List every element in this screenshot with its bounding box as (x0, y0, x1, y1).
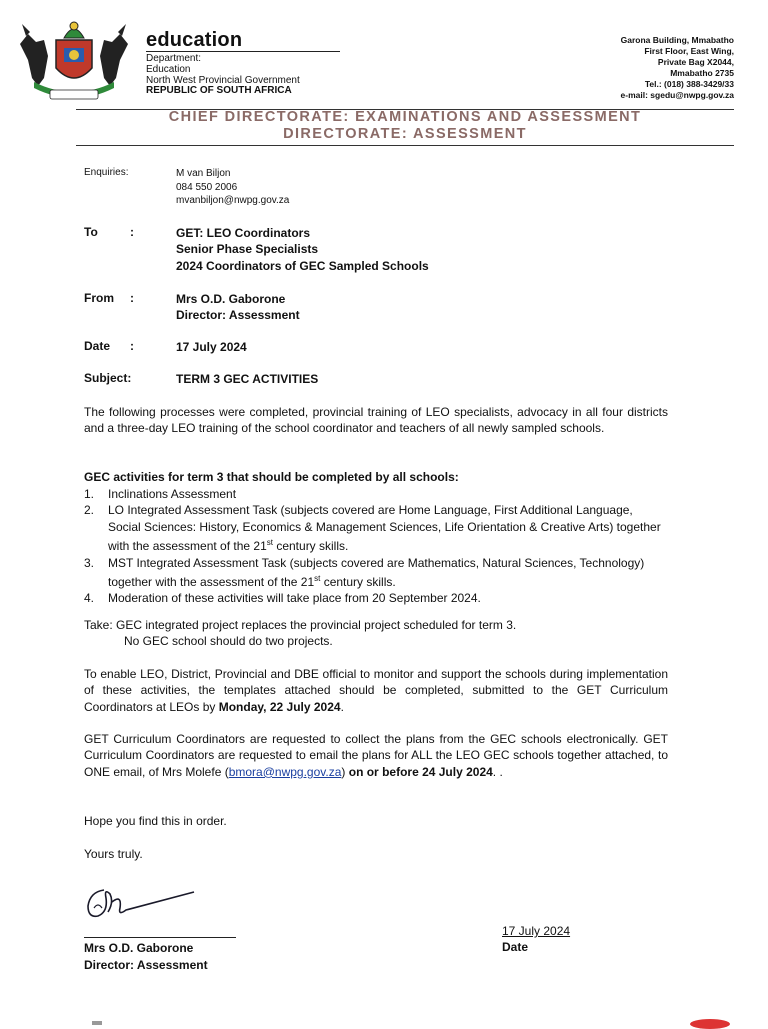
list-item-number: 1. (84, 487, 95, 501)
department-line: Education (146, 63, 191, 75)
page-corner-mark (92, 1021, 102, 1025)
list-item (84, 555, 668, 591)
enquiries-block (176, 167, 289, 208)
department-line: North West Provincial Government (146, 74, 300, 86)
recipient: 2024 Coordinators of GEC Sampled Schools (176, 258, 429, 273)
activities-heading: GEC activities for term 3 that should be completed by all schools: (84, 470, 459, 484)
coat-of-arms-logo (14, 16, 134, 104)
collection-end: . . (492, 764, 503, 779)
collection-text: GET Curriculum Coordinators are requested to collect the plans from the GEC schools electronically. GET Curriculum Coordinators are requested to email the plans for ALL the LEO GEC schools together attached, to ONE email, of Mrs Molefe ( (84, 732, 668, 779)
list-item-number: 2. (84, 503, 95, 518)
department-title-rule (146, 51, 340, 52)
sender-title: Director: Assessment (176, 308, 300, 323)
list-item-tail: century skills. (273, 539, 349, 554)
list-item-body (108, 555, 668, 591)
handwritten-signature (82, 872, 202, 928)
collection-mid: ) (341, 764, 349, 779)
take-note-line: No GEC school should do two projects. (124, 634, 333, 649)
office-address (621, 35, 734, 100)
address-email: e-mail: sgedu@nwpg.gov.za (620, 89, 734, 100)
take-note-line: Take: GEC integrated project replaces the provincial project scheduled for term 3. (84, 618, 517, 632)
signature-rule (84, 937, 236, 938)
list-item-text: LO Integrated Assessment Task (subjects covered are Home Language, First Additional Language, Social Sciences: History, Economics & Management Sciences, Life Orientation & Creative Arts) together with the assessment of the 21 (108, 503, 661, 554)
department-line: Department: (146, 53, 202, 64)
enquiries-label: Enquiries: (84, 167, 129, 178)
subject-label: Subject: (84, 371, 132, 385)
signature-date-label: Date (502, 940, 529, 954)
list-item-number: 3. (84, 555, 95, 570)
enquiries-phone: 084 550 2006 (176, 181, 238, 193)
take-note (84, 617, 516, 650)
collection-deadline: on or before 24 July 2024 (348, 764, 493, 779)
directorate-heading: DIRECTORATE: ASSESSMENT (283, 126, 527, 142)
superscript: st (266, 538, 273, 548)
address-line: Mmabatho 2735 (670, 67, 734, 78)
list-item (84, 486, 668, 502)
list-item-number: 4. (84, 591, 95, 606)
list-item-tail: century skills. (320, 575, 396, 590)
address-line: Private Bag X2044, (657, 56, 734, 67)
from-colon: : (130, 291, 134, 305)
date-colon: : (130, 339, 134, 353)
recipient: GET: LEO Coordinators (176, 226, 311, 240)
enquiries-name: M van Biljon (176, 168, 231, 179)
list-item-text: MST Integrated Assessment Task (subjects covered are Mathematics, Natural Sciences, Technology) together with the assessment of the 21 (108, 555, 645, 590)
collection-paragraph (84, 731, 668, 780)
intro-paragraph: The following processes were completed, provincial training of LEO specialists, advocacy in all four districts and a three-day LEO training of the school coordinator and teachers of all newly sampled schools. (84, 405, 668, 436)
list-item-text: Moderation of these activities will take place from 20 September 2024. (108, 591, 481, 606)
from-label: From (84, 291, 114, 305)
chief-directorate-heading: CHIEF DIRECTORATE: EXAMINATIONS AND ASSESSMENT (168, 109, 642, 125)
signature-date: 17 July 2024 (502, 924, 571, 938)
sender-name: Mrs O.D. Gaborone (176, 292, 286, 306)
recipient: Senior Phase Specialists (176, 242, 319, 257)
closing-line: Hope you find this in order. (84, 814, 227, 828)
enquiries-email: mvanbiljon@nwpg.gov.za (176, 195, 290, 206)
department-title: education (146, 29, 243, 51)
monitoring-text: To enable LEO, District, Provincial and DBE official to monitor and support the schools during implementation of these activities, the templates attached should be completed, submitted to the GET Curriculum Coordinators at LEOs by (84, 667, 668, 714)
signatory-block (84, 940, 208, 974)
monitoring-end: . (340, 699, 344, 714)
monitoring-deadline: Monday, 22 July 2024 (218, 699, 341, 714)
monitoring-paragraph (84, 666, 668, 715)
email-link[interactable]: bmora@nwpg.gov.za (228, 764, 342, 779)
page-corner-mark (690, 1019, 730, 1029)
superscript: st (314, 574, 321, 584)
memo-date: 17 July 2024 (176, 340, 247, 354)
date-label: Date (84, 339, 111, 353)
address-phone: Tel.: (018) 388-3429/33 (644, 78, 734, 89)
list-item-body (108, 502, 668, 554)
from-sender (176, 291, 300, 324)
country-name: REPUBLIC OF SOUTH AFRICA (146, 85, 292, 97)
signatory-title: Director: Assessment (84, 958, 208, 972)
list-item (84, 590, 668, 606)
list-item (84, 502, 668, 554)
to-colon: : (130, 225, 134, 239)
banner-rule-bottom (76, 145, 734, 146)
to-label: To (84, 225, 98, 239)
valediction: Yours truly. (84, 847, 143, 861)
list-item-text: Inclinations Assessment (108, 487, 237, 501)
to-recipients (176, 225, 429, 274)
department-lines (146, 54, 300, 97)
address-line: Garona Building, Mmabatho (620, 35, 734, 45)
signatory-name: Mrs O.D. Gaborone (84, 941, 194, 955)
activities-list (84, 486, 668, 607)
address-line: First Floor, East Wing, (644, 45, 734, 56)
memo-subject: TERM 3 GEC ACTIVITIES (176, 372, 319, 386)
